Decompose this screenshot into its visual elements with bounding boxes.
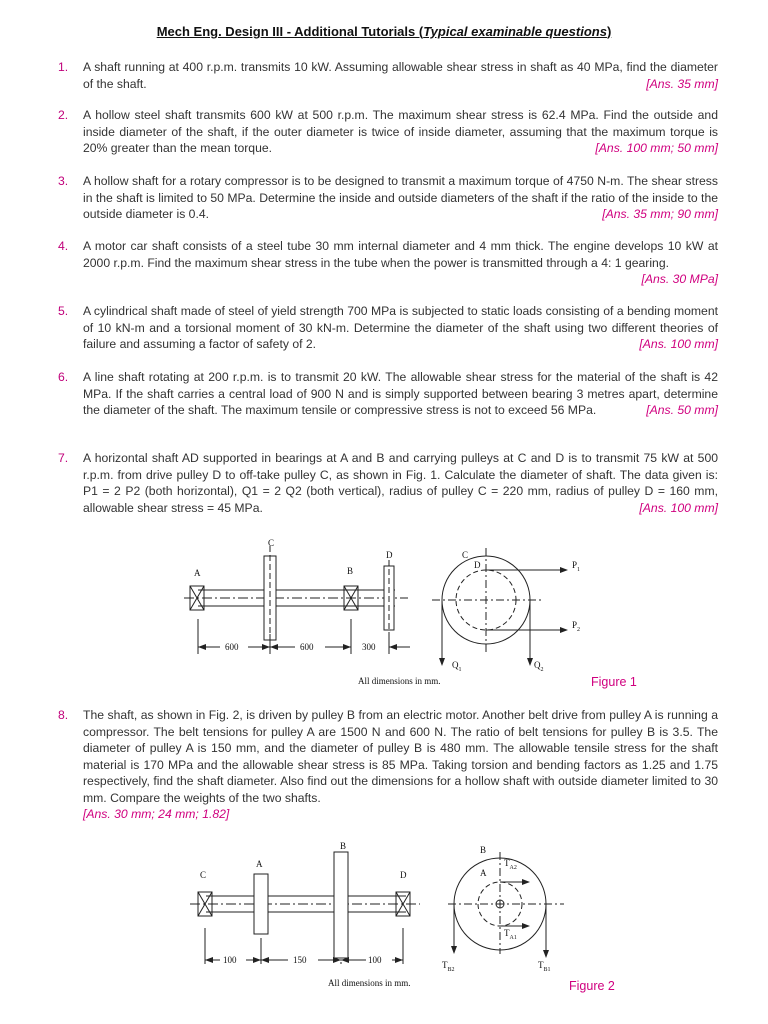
fig1-label-p2: P: [572, 620, 578, 630]
fig2-label-tb2-sub: B2: [447, 967, 455, 973]
svg-text:TB2: [442, 960, 455, 973]
fig1-caption: All dimensions in mm.: [358, 676, 441, 686]
svg-text:Q1: [452, 660, 462, 673]
question-4: [58, 238, 718, 288]
question-2: [58, 107, 718, 157]
answer-text: [Ans. 100 mm; 50 mm]: [595, 141, 718, 155]
question-text: A line shaft rotating at 200 r.p.m. is to transmit 20 kW. The allowable shear stress for the material of the shaft is 42 MPa. If the shaft carries a central load of 900 N and is simply supported between bearing 3 metres apart, determine the diameter of the shaft. The maximum tensile or compressive stress is not to exceed 56 MPa.: [83, 370, 718, 417]
fig1-label-q1: Q: [452, 660, 459, 670]
fig1-label-d-end: D: [474, 560, 481, 570]
fig2-label-ta2: T: [504, 858, 510, 868]
fig2-dim-3: 100: [368, 955, 382, 965]
question-3: [58, 173, 718, 223]
fig1-dim-2: 600: [300, 642, 314, 652]
fig2-caption: All dimensions in mm.: [328, 978, 411, 988]
fig1-label-d: D: [386, 550, 393, 560]
question-number: 7.: [58, 451, 69, 465]
figure-2-diagram: [180, 838, 600, 993]
fig1-label-b: B: [347, 566, 354, 576]
fig1-label-c: C: [268, 538, 275, 548]
question-text: A hollow shaft for a rotary compressor is to be designed to transmit a maximum torque of 4750 N-m. The shear stress in the shaft is limited to 50 MPa. Determine the inside and outside diameters of the shaft if the ratio of the inside to the outside diameter is 0.4.: [83, 174, 718, 221]
figure-1-label: Figure 1: [591, 675, 637, 689]
fig2-dim-1: 100: [223, 955, 237, 965]
question-text: A shaft running at 400 r.p.m. transmits 10 kW. Assuming allowable shear stress in shaft as 40 MPa, find the diameter of the shaft.: [83, 60, 718, 91]
figure-2-label: Figure 2: [569, 979, 615, 993]
question-text: A horizontal shaft AD supported in bearings at A and B and carrying pulleys at C and D is to transmit 75 kW at 500 r.p.m. from drive pulley D to off-take pulley C, as shown in Fig. 1. Calculate the diameter of shaft. The data given is: P1 = 2 P2 (both horizontal), Q1 = 2 Q2 (both vertical), radius of pulley C = 220 mm, radius of pulley D = 160 mm, allowable shear stress = 45 MPa.: [83, 451, 718, 515]
svg-text:TA2: [504, 858, 517, 871]
fig1-label-p1-sub: 1: [577, 567, 581, 573]
fig1-dim-3: 300: [362, 642, 376, 652]
question-8: [58, 707, 718, 823]
title-main: Mech Eng. Design III - Additional Tutorials (: [156, 24, 424, 39]
fig1-label-q1-sub: 1: [458, 667, 462, 673]
fig2-label-b-end: B: [480, 845, 487, 855]
title-end: ): [606, 24, 612, 39]
svg-text:TA1: [504, 928, 517, 941]
question-6: [58, 369, 718, 419]
fig2-label-ta1-sub: A1: [509, 935, 517, 941]
fig2-label-ta1: T: [504, 928, 510, 938]
answer-text: [Ans. 30 MPa]: [641, 272, 718, 286]
fig2-label-tb1-sub: B1: [543, 967, 551, 973]
page-title: [0, 24, 768, 39]
fig1-label-a: A: [194, 568, 201, 578]
answer-text: [Ans. 35 mm]: [646, 76, 718, 91]
question-text: A motor car shaft consists of a steel tube 30 mm internal diameter and 4 mm thick. The engine develops 10 kW at 2000 r.p.m. Find the maximum shear stress in the tube when the power is transmitted through a 4: 1 gearing.: [83, 239, 718, 270]
answer-text: [Ans. 100 mm]: [639, 337, 718, 351]
fig2-label-c: C: [200, 870, 207, 880]
question-number: 5.: [58, 304, 69, 318]
fig2-label-tb1: T: [538, 960, 544, 970]
fig1-label-p2-sub: 2: [577, 627, 581, 633]
fig1-dim-1: 600: [225, 642, 239, 652]
svg-text:Q2: [534, 660, 544, 673]
fig2-dim-2: 150: [293, 955, 307, 965]
fig2-label-b: B: [340, 841, 347, 851]
fig1-label-q2-sub: 2: [540, 667, 544, 673]
question-number: 4.: [58, 239, 69, 253]
svg-text:P2: [572, 620, 580, 633]
question-number: 1.: [58, 60, 69, 74]
svg-text:P1: [572, 560, 580, 573]
figure-1-diagram: [170, 534, 610, 692]
fig1-label-c-end: C: [462, 550, 469, 560]
fig2-label-a: A: [256, 859, 263, 869]
answer-text: [Ans. 100 mm]: [639, 500, 718, 515]
question-number: 2.: [58, 108, 69, 122]
svg-text:TB1: [538, 960, 551, 973]
fig2-label-tb2: T: [442, 960, 448, 970]
question-number: 6.: [58, 370, 69, 384]
fig1-label-p1: P: [572, 560, 578, 570]
fig2-label-a-end: A: [480, 868, 487, 878]
fig2-label-ta2-sub: A2: [509, 865, 517, 871]
answer-text: [Ans. 50 mm]: [646, 403, 718, 417]
question-text: A hollow steel shaft transmits 600 kW at 500 r.p.m. The maximum shear stress is 62.4 MPa. Find the outside and inside diameter of the shaft, if the outer diameter is twice of inside diameter, assuming that the maximum torque is 20% greater than the mean torque.: [83, 108, 718, 155]
fig2-label-d: D: [400, 870, 407, 880]
question-text: The shaft, as shown in Fig. 2, is driven by pulley B from an electric motor. Another belt drive from pulley A is running a compressor. The belt tensions for pulley A are 1500 N and 600 N. The ratio of belt tensions for pulley B is 3.5. The diameter of pulley A is 150 mm, and the diameter of pulley B is 480 mm. The allowable tensile stress for the shaft material is 170 MPa and the allowable shear stress is 85 MPa. Taking torsion and bending factors as 1.25 and 1.75 respectively, find the shaft diameter. Also find out the dimensions for a hollow shaft with outside diameter limited to 30 mm. Compare the weights of the two shafts.: [83, 708, 718, 805]
title-italic: Typical examinable questions: [423, 24, 607, 39]
answer-text: [Ans. 30 mm; 24 mm; 1.82]: [83, 807, 230, 821]
question-5: [58, 303, 718, 353]
question-text: A cylindrical shaft made of steel of yield strength 700 MPa is subjected to static loads consisting of a bending moment of 10 kN-m and a torsional moment of 30 kN-m. Determine the diameter of the shaft using two different theories of failure and assuming a factor of safety of 2.: [83, 304, 718, 351]
question-1: [58, 59, 718, 92]
question-number: 8.: [58, 708, 69, 722]
question-number: 3.: [58, 174, 69, 188]
question-7: [58, 450, 718, 516]
fig1-label-q2: Q: [534, 660, 541, 670]
answer-text: [Ans. 35 mm; 90 mm]: [602, 207, 718, 221]
